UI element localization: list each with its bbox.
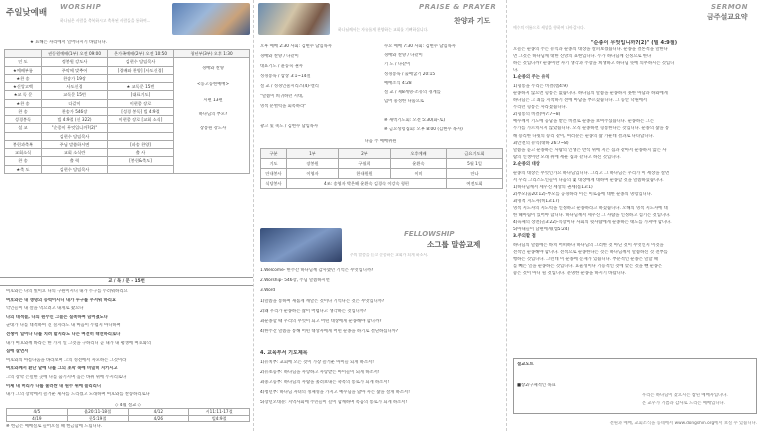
schedule-title: ◇ 4월 설교 ◇ [115, 403, 141, 408]
reading-line: 그의 장막 은밀한 곳에 나를 숨기시며 높은 바위 위에 두시리로다 [6, 374, 127, 380]
duty-cell: 기도 [261, 159, 287, 169]
duty-cell: 여전도회 [447, 179, 503, 189]
svc-cell: 찬 송 [5, 157, 42, 165]
right-note: 시편 13편 [203, 98, 223, 103]
service-right-notes [178, 66, 248, 134]
reading-line: 악인들이 내 살을 먹으려고 내게로 왔으나 [6, 306, 84, 312]
svc-cell: 청년부(3부) 오후 1:30 [174, 50, 250, 58]
fellowship-line: 1)유치부: 교회에 오는 것이 가장 즐거운 아이들 되게 하소서! [260, 359, 374, 365]
note-box-line: 온 교우가 기쁨과 감사로 드리는 예배입니다. [642, 401, 725, 406]
right-note: 하나님의 부모? [198, 112, 228, 117]
svc-cell: ★교 독 문 [5, 91, 42, 99]
sermon-line: 1)형통을 누리는 비결(렘4:9) [513, 84, 568, 90]
sermon-body [513, 47, 757, 278]
svc-cell [108, 124, 174, 132]
svc-cell: 온가족예배(2부) 오전 10:50 [108, 50, 174, 58]
sched-cell: 욥20:11-18절 [67, 409, 128, 415]
duty-cell: 이영자 [287, 169, 339, 179]
sermon-line: 다. [513, 68, 519, 74]
duty-cell: 이미 [391, 169, 447, 179]
reading-line: 여호와는 내 생명의 능력이시니 내가 누구를 무서워 하리요 [6, 297, 117, 303]
sermon-line: 오늘은 순종의 주는 유익과 순종의 대상을 살펴보겠습니다. 순종을 결론적을 말한다 [513, 47, 668, 52]
sched-cell: 시11:11-17절 [189, 409, 250, 415]
service-line: 예배소식 4:28 [384, 80, 412, 86]
service-line: 대표기도 / 윤동숙 권사 [260, 64, 303, 69]
service-line: 오후 예배 2:30 사회: 김현수 담임목사 [260, 44, 332, 49]
service-line: 수요 예배 7:30 사회: 김현수 담임목사 [384, 44, 456, 49]
svc-cell: [봉헌&축도] [108, 157, 174, 165]
svc-cell [108, 165, 174, 173]
svc-cell: ★예배부름 [5, 66, 42, 74]
worship-title: 주일낮예배 [6, 8, 48, 18]
svc-cell: 찬송가 19장 [42, 74, 108, 82]
svc-cell: 교회 소식란 [42, 149, 108, 157]
duty-cell: 안나 [447, 169, 503, 179]
sermon-column [506, 0, 760, 431]
fellowship-sub: 주의 말씀을 듣고 순종하는 교회가 되게 하소서. [350, 253, 429, 257]
service-line: 성경봉독 / 출애굽기 20:15 [384, 71, 436, 77]
praise-photo [258, 3, 330, 35]
fellowship-line: 3.Word [260, 288, 276, 294]
note-box-item: ■창2/구체적인 목표 [517, 383, 556, 388]
sermon-line: 5)아내들이 남편에게(엡5:24) [513, 227, 570, 233]
service-line: ※ 금요성령집회: 오후 8:00 (김현수 목사) [384, 126, 463, 132]
fellowship-line: 3)순종할 때 우리의 무엇이 되고 어떤 대상에게 순종해야 합니까? [260, 318, 382, 324]
svc-cell: 권동원예배(1부) 오전 09:00 [42, 50, 108, 58]
sermon-line: 하나님의 말씀에는 바치 어떠하다 하나님의 그러한 것 아닌 것이 무엇인지 이것을 [513, 243, 664, 249]
duty-cell: 금요기도회 [447, 149, 503, 159]
svc-cell: 김현수 담임목사 [108, 58, 174, 66]
duty-row [261, 169, 503, 179]
svc-cell: ★ 교독문 15번 [108, 83, 174, 91]
service-line: 설 교 / 성경인물시리즈(4)-엘리 [260, 84, 319, 89]
worship-header [0, 0, 253, 40]
svc-cell: 교독문 15번 [42, 91, 108, 99]
service-line: 영적 분별력을 회복하라" [260, 104, 307, 109]
svc-cell: 이현종 장로 [교회 소식] [108, 116, 174, 124]
svc-cell: ★찬 송 [5, 99, 42, 107]
svc-cell [5, 132, 42, 140]
worship-sub: 하나님은 사람을 축복하시고 축복된 사람들을 통하여... [60, 18, 151, 23]
sched-cell: 4/12 [128, 409, 189, 415]
sermon-schedule [6, 403, 250, 422]
afternoon-service [260, 44, 378, 134]
svc-cell: 교회소식 [5, 149, 42, 157]
sermon-heading: 3.주의할 점 [513, 234, 536, 240]
fellowship-list [260, 268, 504, 411]
sermon-line: 영적 지도자의 지도력을 인정하고 순종하라고 하셨습니다. 오해의 영적 지도자에 대 [513, 205, 668, 211]
sermon-header [507, 0, 760, 40]
service-line: 성경봉독 / 삼상 3:1~14절 [260, 74, 311, 79]
service-line: 광고 및 축도 / 김현수 담임목사 [260, 124, 319, 129]
fellowship-line [260, 339, 504, 349]
svc-cell: ★신앙고백 [5, 83, 42, 91]
sermon-line: 누리던 형통은 사라졌습니다. [513, 105, 567, 111]
fellowship-line: 4)한주간 말씀을 통해 어떤 대상자에게 어떤 순종을 하기로 결단하십니까? [260, 329, 398, 335]
website-footer: 전원과 예배, 교회소식을 동네에서 www.dongshin.org에서 보실 수 있습니다. [609, 421, 757, 426]
duty-row [261, 159, 503, 169]
sched-cell: 4/19 [7, 415, 68, 421]
service-line: "말씀이 희귀하던 시대, [260, 94, 304, 99]
reading-line: 집에 살면서 [6, 349, 29, 355]
reading-line: 여호와는 나의 빛이요 나의 구원이시니 내가 누구를 두려워하리요 [6, 289, 128, 294]
sermon-line: 전적인 순종해야 합니다. 전적으로 순종한다는 것은 하나님께서 말씀하신 것 전부를 [513, 250, 668, 256]
duty-row [261, 179, 503, 189]
note-box-title: 설교노트 [517, 362, 534, 367]
fellowship-line: 5)장년오대분: 지역사회에 주민들이 깊이 함께하며 복음의 통로가 되게 하소서! [260, 400, 408, 406]
duty-cell: 5월 1일 [447, 159, 503, 169]
sched-cell: 4/5 [7, 409, 68, 415]
service-line: 넘어 풍성한 나눔으로 [384, 99, 425, 105]
sermon-line: 1)하나님께서 세우신 세상의 권세(롬13:1) [513, 184, 593, 190]
sermon-line: 4)육체의 상전(골3:22)-직장이나 사회의 윗사람에게 순종하는 태도를 가져야 합니다. [513, 220, 672, 226]
svc-cell: "순종이 무엇입니까?(2)" [42, 124, 108, 132]
praise-eng: PRAISE & PRAYER [419, 3, 497, 11]
service-line [260, 114, 378, 124]
svc-cell: 성경봉독 [5, 116, 42, 124]
fellowship-line: 2)유초등부: 하나님을 사랑하고 사랑받는 아이들이 되게 하소서! [260, 369, 380, 375]
svc-cell: [대표기도] [108, 91, 174, 99]
sermon-title: "순종이 무엇입니까?(2)" (빌 4:9절) [590, 40, 678, 46]
sermon-line: 서 우리 그리스도인들이 다음의 몇 대상에게 대하여 순종할 것을 말씀하셨습니다. [513, 177, 664, 183]
svc-cell: 설 교 [5, 124, 42, 132]
duty-title: 다음 주 예배위원 [364, 139, 397, 144]
reading-line: 여호와께서 환난 날에 나를 그의 초막 속에 비밀히 지키시고 [6, 366, 118, 372]
svc-cell [5, 50, 42, 58]
sermon-line: 예수께서 기도에 응답을 받는 비결로 순종을 보여주셨습니다. 순종하는 그는 [513, 119, 654, 125]
fellowship-line: 4)청년부: 하나님 자녀의 정체성을 가지고 예수님을 닮아 사는 삶을 살게 하소서! [260, 390, 410, 396]
worship-photo [172, 3, 250, 35]
reading-line: 나의 대적들, 나의 원수인 그들은 실족하여 넘어졌도다 [6, 314, 108, 320]
duty-cell: 안내봉사 [261, 169, 287, 179]
sermon-line: 를 빼는 일을 순종하는 것입니다. 효율성이나 기능적인 것에 맞는 것을 뺀 순종은 [513, 264, 663, 270]
fellowship-line: 2)왜 우리가 순종하는 삶이 어렵다고 생각하는 것입니까? [260, 308, 367, 314]
praise-sub: 하나님께서는 자유롭게 찬양하는 교회를 기뻐하십니다. [338, 27, 429, 32]
fellowship-title: 소그룹 말씀교제 [427, 240, 481, 249]
fellowship-line: 3)중고등부: 하나님의 사람을 흘려보내는 축복의 통로가 되게 하소서! [260, 380, 390, 386]
svc-cell: [파송 찬양] [108, 140, 174, 148]
note-box-line: 우리는 하나님이 찾으시는 참된 예배자입니다. [642, 393, 728, 398]
duty-cell: 장봉원 [287, 159, 339, 169]
sched-cell: 룻5:19절 [67, 415, 128, 421]
sermon-line: 한 헤아림이 있어야 합니다. 하나님께서 세우신 그 사람을 인정하고 섬기는 것입니다. [513, 212, 671, 218]
svc-row [5, 58, 250, 66]
worship-eng: WORSHIP [60, 3, 102, 11]
worship-column [0, 0, 253, 431]
sermon-eng: SERMON [711, 3, 748, 11]
sermon-line: 하는 것입니까? 순종이란 자기 생각과 주장을 희생하고 하나님 뜻에 의무하시는 것입니 [513, 61, 675, 67]
reading-line: 전쟁이 일어나 나를 치려 할지라도 나는 여전히 태연하리로다 [6, 331, 121, 337]
reading-line: 여호와의 아름다움을 바라보며 그의 성전에서 사모하는 그것이라 [6, 357, 127, 363]
offering-note: ※ 헌금은 예배실로 들어오실 때 헌금함에 드립니다. [6, 424, 103, 429]
right-note: <동고동현예배> [196, 82, 230, 87]
svc-cell: 봉헌과축복 [5, 140, 42, 148]
svc-cell: 정봉원 강도사 [42, 58, 108, 66]
service-line: ※ 새벽기도회: 오전 5:30(화-토) [384, 117, 446, 123]
fellowship-line: 1)말씀을 통하여 새롭게 깨달은 것이나 기억나는 것은 무엇입니까? [260, 298, 385, 304]
duty-cell: 오후예배 [391, 149, 447, 159]
sermon-line: 2)형통의 비결(마7:7~8) [513, 112, 561, 118]
fellowship-line: 1.Welcome- 한주간 하나님께 감사했던 기억은 무엇입니까? [260, 268, 374, 273]
duty-table [260, 148, 502, 189]
sermon-line: 순종하지 않으면 형통은 없습니다. 하나님의 말씀을 순종하지 못한 아담과 하와에게 [513, 91, 668, 97]
duty-cell: 2부 [339, 149, 391, 159]
responsive-title: 교 / 독 / 문 - 15번 [0, 277, 253, 286]
sermon-line: 해 승리한 다윗의 승리 같이, 여러분은 순종의 삶 가운데 결과로 나타납니다. [513, 133, 654, 139]
svc-cell: 이현종 장로 [108, 99, 174, 107]
reading-line: 군대가 나를 대적하여 진 칠지라도 내 마음이 두렵지 아니하며 [6, 323, 121, 329]
sermon-line: 순종의 대상은 무엇인가요 하나님입니다. 그리고 그 하나님은 우리가 이 세상을 살면 [513, 170, 670, 176]
fellowship-line: 4. 교육부서 기도제목 [260, 349, 308, 356]
service-line [384, 108, 504, 117]
duty-cell: 식당봉사 [261, 179, 287, 189]
reading-line: 내가 여호와께 바라는 한 가지 일 그것을 구하리니 곧 내가 내 평생에 여호와의 [6, 340, 152, 346]
duty-cell: 4조: 송영자 박은해 윤환숙 김경숙 이강숙 형편 [287, 179, 447, 189]
duty-cell: 구분 [261, 149, 287, 159]
svc-cell: 찬송가 546장 [42, 107, 108, 115]
sched-row [7, 415, 250, 421]
svc-cell: 김현수 담임목사 [42, 132, 108, 140]
sermon-line: 누가를 가르치시지 않았습니다. 오직 순종하면 형통한다는 것입니다. 순종의 삶을 통 [513, 126, 670, 132]
sched-cell: 4/26 [128, 415, 189, 421]
svc-cell: 찬 송 [5, 107, 42, 115]
svc-cell: 주님 말씀하시면 [42, 140, 108, 148]
praise-column [253, 0, 506, 431]
svc-cell: 출 력 [42, 157, 108, 165]
sermon-line: 행하는 것입니다. 그런데 이 순종에 문제가 있습니다. 부분적인 순종은 말할 때 [513, 257, 659, 263]
sermon-note-box [513, 358, 757, 414]
praise-header [254, 0, 506, 40]
svc-cell: ★찬 송 [5, 74, 42, 82]
svc-cell: [경배와 찬양] [사도신경] [108, 66, 174, 74]
svc-cell: ★축 도 [5, 165, 42, 173]
right-note: 경배와 찬양 [201, 66, 225, 71]
svc-cell: 빌 4:9절 (신 322) [42, 116, 108, 124]
right-note: 장봉원 강도사 [199, 126, 227, 131]
duty-cell: 구월희 [339, 159, 391, 169]
responsive-reading [6, 289, 250, 401]
svc-cell: 출 사 [108, 149, 174, 157]
sermon-sub: 예수의 이름으로 세상을 향하여 나아갑시다. [513, 25, 586, 30]
fellowship-line: 2.Worship- 546장, 주님 말씀하시면 [260, 278, 330, 284]
svc-cell [108, 74, 174, 82]
sermon-line: 면 그것은 하나님께 대한 신앙의 표현입니다. 누가 하나님께 진정으로 한다 [513, 54, 652, 60]
praise-title: 찬양과 기도 [454, 17, 491, 25]
fellowship-eng: FELLOWSHIP [404, 230, 455, 238]
service-line: 기 도 / 다같이 [384, 62, 411, 68]
reading-line: 내가 그의 장막에서 즐거운 제사를 드리겠고 노래하며 여호와를 찬송하리로다 [6, 392, 150, 398]
svc-cell: 인 도 [5, 58, 42, 66]
sched-cell: 빌4:9절 [189, 415, 250, 421]
svc-cell: 다같이 [42, 99, 108, 107]
duty-cell: 1부 [287, 149, 339, 159]
svc-row [5, 50, 250, 58]
duty-row [261, 149, 503, 159]
service-line: 설 교 / 제8계명-소유의 경계를 [384, 89, 441, 95]
service-line: 경배와 찬양 / 다같이 [384, 53, 423, 59]
reading-line: 이제 내 머리가 나를 둘러싼 내 원수 위에 들리리니 [6, 383, 101, 389]
service-line: 경배와 찬양 / 다같이 [260, 54, 299, 59]
sermon-section-title: 금주설교요약 [707, 13, 748, 21]
sermon-line: 3)영적 지도자(히13:17) [513, 198, 560, 204]
sermon-heading: 1.순종의 주는 유익 [513, 75, 550, 81]
sermon-line: 말씀을 듣고 순종하는 사람의 인생은 반석 위에 지은 집과 같아서 순종하지 않는 사 [513, 147, 667, 153]
wednesday-service [384, 44, 504, 136]
sermon-line: 3)안전의 유익(대하 26:7~8) [513, 140, 569, 146]
svc-cell: 사도신경 [42, 83, 108, 91]
sermon-line: 2)부모(출20:12)-부모를 공경하라 이는 이로움에 대한 순종의 명령입니다. [513, 191, 653, 197]
sermon-line: 좋은 것이 아니 될 것입니다. 분명한 순종을 하시기 바랍니다. [513, 271, 627, 277]
fellowship-photo [260, 228, 342, 262]
worship-notice: ★ 표해는 자리에서 일어나시기 바랍니다. [30, 40, 108, 45]
svc-cell: [성경 봉독] 빌 4:9절 [108, 107, 174, 115]
sermon-heading: 2.순종의 대상 [513, 161, 540, 167]
svc-cell [108, 132, 174, 140]
svc-cell: 김현수 담임목사 [42, 165, 108, 173]
duty-cell: 한내원원 [339, 169, 391, 179]
duty-cell: 윤환숙 [391, 159, 447, 169]
sermon-line: 람의 인생이란 모래 위에 세운 집과 같다고 하신 것입니다. [513, 154, 621, 160]
svc-cell: 주악에 맞추어 [42, 66, 108, 74]
sermon-line: 하나님은 그 죄를 지적하기 전에 아담을 부르셨습니다. 그 동안 낙원에서 [513, 98, 648, 104]
